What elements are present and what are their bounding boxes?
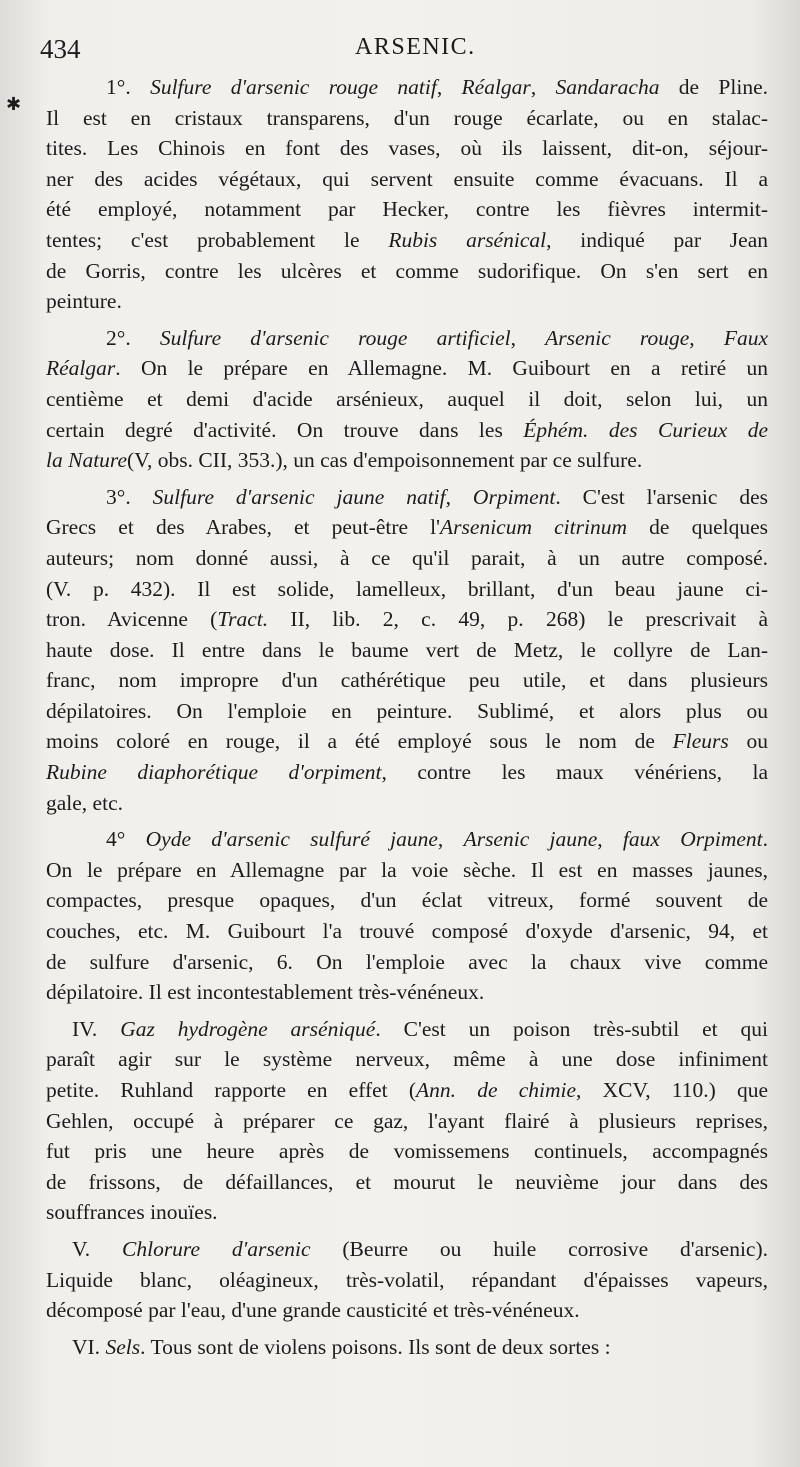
text-line: haute dose. Il entre dans le baume vert de Metz, le collyre de Lan-: [46, 637, 768, 662]
text-line: franc, nom impropre d'un cathérétique peu utile, et dans plusieurs: [46, 668, 768, 693]
running-head: ARSENIC.: [355, 34, 476, 60]
text-line: moins coloré en rouge, il a été employé sous le nom de Fleurs ou: [46, 729, 769, 754]
text-line: été employé, notamment par Hecker, contre les fièvres intermit-: [46, 197, 768, 222]
text-line: peinture.: [46, 289, 122, 314]
text-line: décomposé par l'eau, d'une grande causticité et très-vénéneux.: [46, 1298, 580, 1323]
text-line: dépilatoire. Il est incontestablement très-vénéneux.: [46, 980, 485, 1005]
text-line: Rubine diaphorétique d'orpiment, contre les maux vénériens, la: [46, 760, 768, 785]
text-line: paraît agir sur le système nerveux, même à une dose infiniment: [46, 1047, 768, 1072]
paragraph-p2: [46, 323, 768, 476]
text-line: 1°. Sulfure d'arsenic rouge natif, Réalgar, Sandaracha de Pline.: [106, 75, 768, 99]
paragraph-p3: [46, 482, 768, 819]
text-line: VI. Sels. Tous sont de violens poisons. Ils sont de deux sortes :: [72, 1334, 611, 1359]
page-number: 434: [40, 34, 81, 64]
text-line: fut pris une heure après de vomissemens continuels, accompagnés: [46, 1139, 768, 1164]
text-line: ner des acides végétaux, qui servent ensuite comme évacuans. Il a: [46, 166, 768, 191]
text-line: auteurs; nom donné aussi, à ce qu'il parait, à un autre composé.: [46, 545, 768, 570]
margin-asterisk: ✱: [6, 94, 22, 114]
paragraph-p6: [46, 1234, 768, 1326]
text-line: certain degré d'activité. On trouve dans les Éphém. des Curieux de: [46, 417, 769, 442]
text-line: de frissons, de défaillances, et mourut le neuvième jour dans des: [46, 1169, 768, 1194]
text-line: petite. Ruhland rapporte en effet (Ann. de chimie, XCV, 110.) que: [46, 1078, 768, 1102]
paragraph-p7: [46, 1332, 768, 1363]
text-line: Réalgar. On le prépare en Allemagne. M. Guibourt en a retiré un: [46, 356, 768, 381]
text-line: compactes, presque opaques, d'un éclat vitreux, formé souvent de: [46, 888, 768, 913]
body-text: [46, 72, 768, 1362]
text-line: Grecs et des Arabes, et peut-être l'Arsenicum citrinum de quelques: [46, 515, 769, 540]
text-line: Liquide blanc, oléagineux, très-volatil, répandant d'épaisses vapeurs,: [46, 1267, 768, 1292]
text-line: IV. Gaz hydrogène arséniqué. C'est un poison très-subtil et qui: [72, 1016, 768, 1041]
text-line: dépilatoires. On l'emploie en peinture. Sublimé, et alors plus ou: [46, 698, 768, 723]
text-line: couches, etc. M. Guibourt l'a trouvé composé d'oxyde d'arsenic, 94, et: [46, 919, 768, 944]
page-header: [40, 30, 760, 64]
text-line: 3°. Sulfure d'arsenic jaune natif, Orpiment. C'est l'arsenic des: [106, 484, 769, 509]
text-line: centième et demi d'acide arsénieux, auquel il doit, selon lui, un: [46, 386, 768, 411]
text-line: 4° Oyde d'arsenic sulfuré jaune, Arsenic jaune, faux Orpiment.: [106, 827, 768, 852]
text-line: gale, etc.: [46, 790, 123, 815]
paragraph-p1: [46, 72, 768, 317]
text-line: souffrances inouïes.: [46, 1200, 218, 1225]
text-line: tentes; c'est probablement le Rubis arsénical, indiqué par Jean: [46, 227, 768, 252]
text-line: de Gorris, contre les ulcères et comme sudorifique. On s'en sert en: [46, 258, 768, 283]
text-line: tites. Les Chinois en font des vases, où ils laissent, dit-on, séjour-: [46, 136, 768, 161]
paragraph-p4: [46, 824, 768, 1008]
text-line: Gehlen, occupé à préparer ce gaz, l'ayant flairé à plusieurs reprises,: [46, 1108, 768, 1133]
text-line: On le prépare en Allemagne par la voie sèche. Il est en masses jaunes,: [46, 857, 768, 882]
text-line: V. Chlorure d'arsenic (Beurre ou huile corrosive d'arsenic).: [72, 1236, 768, 1261]
text-line: de sulfure d'arsenic, 6. On l'emploie avec la chaux vive comme: [46, 949, 768, 974]
text-line: (V. p. 432). Il est solide, lamelleux, brillant, d'un beau jaune ci-: [46, 576, 768, 601]
paragraph-p5: [46, 1014, 768, 1228]
text-line: Il est en cristaux transparens, d'un rouge écarlate, ou en stalac-: [46, 105, 768, 130]
text-line: la Nature(V, obs. CII, 353.), un cas d'empoisonnement par ce sulfure.: [46, 448, 643, 473]
text-line: 2°. Sulfure d'arsenic rouge artificiel, Arsenic rouge, Faux: [106, 325, 768, 350]
text-line: tron. Avicenne (Tract. II, lib. 2, c. 49, p. 268) le prescrivait à: [46, 607, 769, 632]
